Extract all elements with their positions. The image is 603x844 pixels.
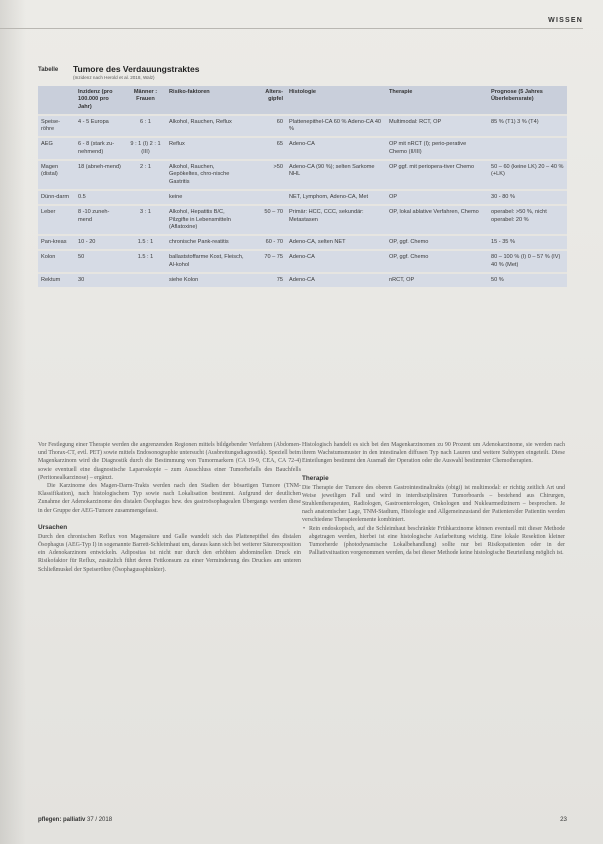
table-caption-tag: Tabelle bbox=[38, 67, 59, 73]
section-heading: Ursachen bbox=[38, 523, 68, 531]
header-cell: Therapie bbox=[386, 86, 488, 115]
table-cell: 50 bbox=[75, 250, 125, 273]
section-label: WISSEN bbox=[548, 17, 583, 24]
table-cell: 3 : 1 bbox=[125, 205, 166, 235]
table-row bbox=[38, 190, 567, 205]
table-cell: OP, ggf. Chemo bbox=[386, 250, 488, 273]
table-cell: Adeno-CA bbox=[286, 250, 386, 273]
table-cell: 6 : 1 bbox=[125, 115, 166, 138]
table-header-row bbox=[38, 86, 567, 115]
body-paragraph: Vor Festlegung einer Therapie werden die angrenzenden Regionen mittels bildgebender Verfahren (Abdomen- und Thorax-CT, evtl. PET) sowie mittels Endosonographie untersucht (Ausbreitungsdiagnostik). Speziell beim Magenkarzinom wird die Diagnostik durch die Bestimmung von Tumormarkern (CA 19-9, CEA, CA 72-4) sowie eventuell eine diagnostische Laparoskopie – zum Ausschluss einer Tumorbefalls des Bauchfells (Peritonealkarzinose) – ergänzt. bbox=[38, 442, 301, 481]
table-cell: 65 bbox=[248, 137, 286, 160]
body-paragraph: Die Karzinome des Magen-Darm-Trakts werden nach den Stadien der bösartigen Tumore (TNM-Klassifikation), nach histologischem Typ sowie nach Lokalisation bestimmt. Aufgrund der deutlichen Zunahme der Adenokarzinome des distalen Ösophagus bzw. des gastroösophagealen Übergangs werden diese in der Gruppe der AEG-Tumore zusammengefasst. bbox=[38, 483, 301, 514]
table-cell: 1.5 : 1 bbox=[125, 235, 166, 250]
table-cell: Reflux bbox=[166, 137, 248, 160]
table-row bbox=[38, 115, 567, 138]
row-label-cell: Dünn-darm bbox=[38, 190, 75, 205]
table-row bbox=[38, 250, 567, 273]
table-cell: OP bbox=[386, 190, 488, 205]
header-cell: Männer : Frauen bbox=[125, 86, 166, 115]
row-label-cell: Pan-kreas bbox=[38, 235, 75, 250]
table-cell: chronische Pank-reatitis bbox=[166, 235, 248, 250]
table-cell: 15 - 35 % bbox=[488, 235, 567, 250]
table-cell: OP, lokal ablative Verfahren, Chemo bbox=[386, 205, 488, 235]
table-cell bbox=[248, 190, 286, 205]
body-column-left bbox=[38, 441, 301, 574]
table-cell: Adeno-CA, selten NET bbox=[286, 235, 386, 250]
table-cell: 60 bbox=[248, 115, 286, 138]
table-cell: Alkohol, Rauchen, Reflux bbox=[166, 115, 248, 138]
table-cell: Adeno-CA bbox=[286, 137, 386, 160]
table-row bbox=[38, 273, 567, 287]
table-cell: keine bbox=[166, 190, 248, 205]
table-cell: 50 – 60 (keine LK) 20 – 40 % (+LK) bbox=[488, 160, 567, 190]
row-label-cell: Speise-röhre bbox=[38, 115, 75, 138]
table-cell: 80 – 100 % (I) 0 – 57 % (IV) 40 % (Met) bbox=[488, 250, 567, 273]
table-cell: 60 - 70 bbox=[248, 235, 286, 250]
table-cell: 18 (abneh-mend) bbox=[75, 160, 125, 190]
table-cell: Adeno-CA bbox=[286, 273, 386, 287]
table-row bbox=[38, 205, 567, 235]
header-cell: Risiko-faktoren bbox=[166, 86, 248, 115]
publication-footer bbox=[38, 817, 112, 823]
table-cell: 70 – 75 bbox=[248, 250, 286, 273]
row-label-cell: AEG bbox=[38, 137, 75, 160]
body-paragraph: Die Therapie der Tumore des oberen Gastrointestinaltrakts (obigi) ist multimodal: er richtig zeitlich Art und Weise jeweiligen Fall und wird in interdisziplinären Tumorboards – bestehend aus Chirurgen, Strahlentherapeuten, Radiologen, Gastroenterologen, Onkologen und Nuklearmedizinern – besprochen. Je nach anatomischer Lage, TNM-Stadium, Histologie und Allgemeinzustand der Patienten/der Patientin werden verschiedene Therapieelemente kombiniert. bbox=[302, 484, 565, 524]
table-cell: 50 – 70 bbox=[248, 205, 286, 235]
table-cell: 75 bbox=[248, 273, 286, 287]
table-cell: 9 : 1 (I) 2 : 1 (III) bbox=[125, 137, 166, 160]
table-cell: 8 -10 zuneh-mend bbox=[75, 205, 125, 235]
table-row bbox=[38, 235, 567, 250]
header-cell: Inzidenz (pro 100.000 pro Jahr) bbox=[75, 86, 125, 115]
header-cell: Prognose (5 Jahres Überlebensrate) bbox=[488, 86, 567, 115]
table-cell: 30 - 80 % bbox=[488, 190, 567, 205]
table-cell: 0.5 bbox=[75, 190, 125, 205]
table-cell: 30 bbox=[75, 273, 125, 287]
table-cell: ballaststoffarme Kost, Fleisch, Al-kohol bbox=[166, 250, 248, 273]
table-subtitle: (Inzidenz nach Herold et al. 2018, Walz) bbox=[73, 75, 155, 80]
table-cell: Adeno-CA (90 %); selten Sarkome NHL bbox=[286, 160, 386, 190]
row-label-cell: Magen (distal) bbox=[38, 160, 75, 190]
table-cell: 1.5 : 1 bbox=[125, 250, 166, 273]
table-cell bbox=[125, 190, 166, 205]
table-cell: Alkohol, Rauchen, Gepökeltes, chro-nische Gastritis bbox=[166, 160, 248, 190]
table-cell: OP mit nRCT (I); perio-perative Chemo (II/III) bbox=[386, 137, 488, 160]
table-cell: siehe Kolon bbox=[166, 273, 248, 287]
publication-name: pflegen: palliativ bbox=[38, 817, 86, 823]
body-paragraph: Durch den chronischen Reflux von Magensäure und Galle wandelt sich das Plattenepithel des distalen Ösophagus (AEG-Typ I) in sogenannte Barrett-Schleimhaut um, daraus kann sich bei weiterer Säureexposition ein Adenokarzinom entwickeln. Adipositas ist nicht nur durch den erhöhten abdominellen Druck ein Risikofaktor für Reflux, zusätzlich führt deren Fettkonsum zu einer Verminderung des Druckes am unteren Schließmuskel der Speiseröhre (Ösophagussphinkter). bbox=[38, 533, 301, 573]
table-cell: operabel: >50 %, nicht operabel: 20 % bbox=[488, 205, 567, 235]
publication-issue: 37 / 2018 bbox=[87, 817, 113, 823]
table-cell: Plattenepithel-CA 60 % Adeno-CA 40 % bbox=[286, 115, 386, 138]
header-cell: Histologie bbox=[286, 86, 386, 115]
body-column-right bbox=[302, 441, 565, 557]
table-cell bbox=[125, 273, 166, 287]
table-cell: 4 - 5 Europa bbox=[75, 115, 125, 138]
table-cell: Alkohol, Hepatitis B/C, Pilzgifte in Lebensmitteln (Aflatoxine) bbox=[166, 205, 248, 235]
table-cell: 10 - 20 bbox=[75, 235, 125, 250]
table-cell: 6 - 8 (stark zu-nehmend) bbox=[75, 137, 125, 160]
table-cell: Primär: HCC, CCC, sekundär: Metastasen bbox=[286, 205, 386, 235]
table-cell bbox=[488, 137, 567, 160]
table-row bbox=[38, 160, 567, 190]
table-title: Tumore des Verdauungstraktes bbox=[73, 64, 200, 74]
table-row bbox=[38, 137, 567, 160]
table-cell: nRCT, OP bbox=[386, 273, 488, 287]
row-label-cell: Leber bbox=[38, 205, 75, 235]
table-cell: 2 : 1 bbox=[125, 160, 166, 190]
table-cell: OP ggf. mit periopera-tiver Chemo bbox=[386, 160, 488, 190]
body-paragraph: Histologisch handelt es sich bei den Magenkarzinomen zu 90 Prozent um Adenokarzinome, sie werden nach ihrem Wachstumsmuster in den intestinalen diffusen Typ nach Lauren und weitere Subtypen eingeteilt. Diese Einteilungen bestimmt den Ausmaß der Operation oder die Auswahl bestimmter Chemotherapien. bbox=[302, 442, 565, 465]
table-cell: 50 % bbox=[488, 273, 567, 287]
bullet-list bbox=[302, 525, 565, 558]
header-cell bbox=[38, 86, 75, 115]
row-label-cell: Kolon bbox=[38, 250, 75, 273]
table-cell: Multimodal: RCT, OP bbox=[386, 115, 488, 138]
tumor-table bbox=[38, 86, 567, 287]
page-number: 23 bbox=[560, 816, 567, 823]
table-cell: >50 bbox=[248, 160, 286, 190]
binding-shadow bbox=[0, 0, 26, 844]
row-label-cell: Rektum bbox=[38, 273, 75, 287]
table-cell: NET, Lymphom, Adeno-CA, Met bbox=[286, 190, 386, 205]
table-cell: OP, ggf. Chemo bbox=[386, 235, 488, 250]
section-heading: Therapie bbox=[302, 474, 329, 482]
section-rule bbox=[0, 28, 583, 29]
table-cell: 85 % (T1) 3 % (T4) bbox=[488, 115, 567, 138]
bullet-item: • Rein endoskopisch, auf die Schleimhaut beschränkte Frühkarzinome können eventuell mit dieser Methode abgetragen werden, hierbei ist eine histologische Aufarbeitung wichtig. Eine lokale Resektion kleiner Tumorherde (photodynamische Lokalbehandlung) sollte nur bei Risikopatienten oder in der Palliativsituation vorgenommen werden, da bei dieser Methode keine histologische Beurteilung möglich ist. bbox=[309, 525, 565, 558]
header-cell: Alters-gipfel bbox=[248, 86, 286, 115]
